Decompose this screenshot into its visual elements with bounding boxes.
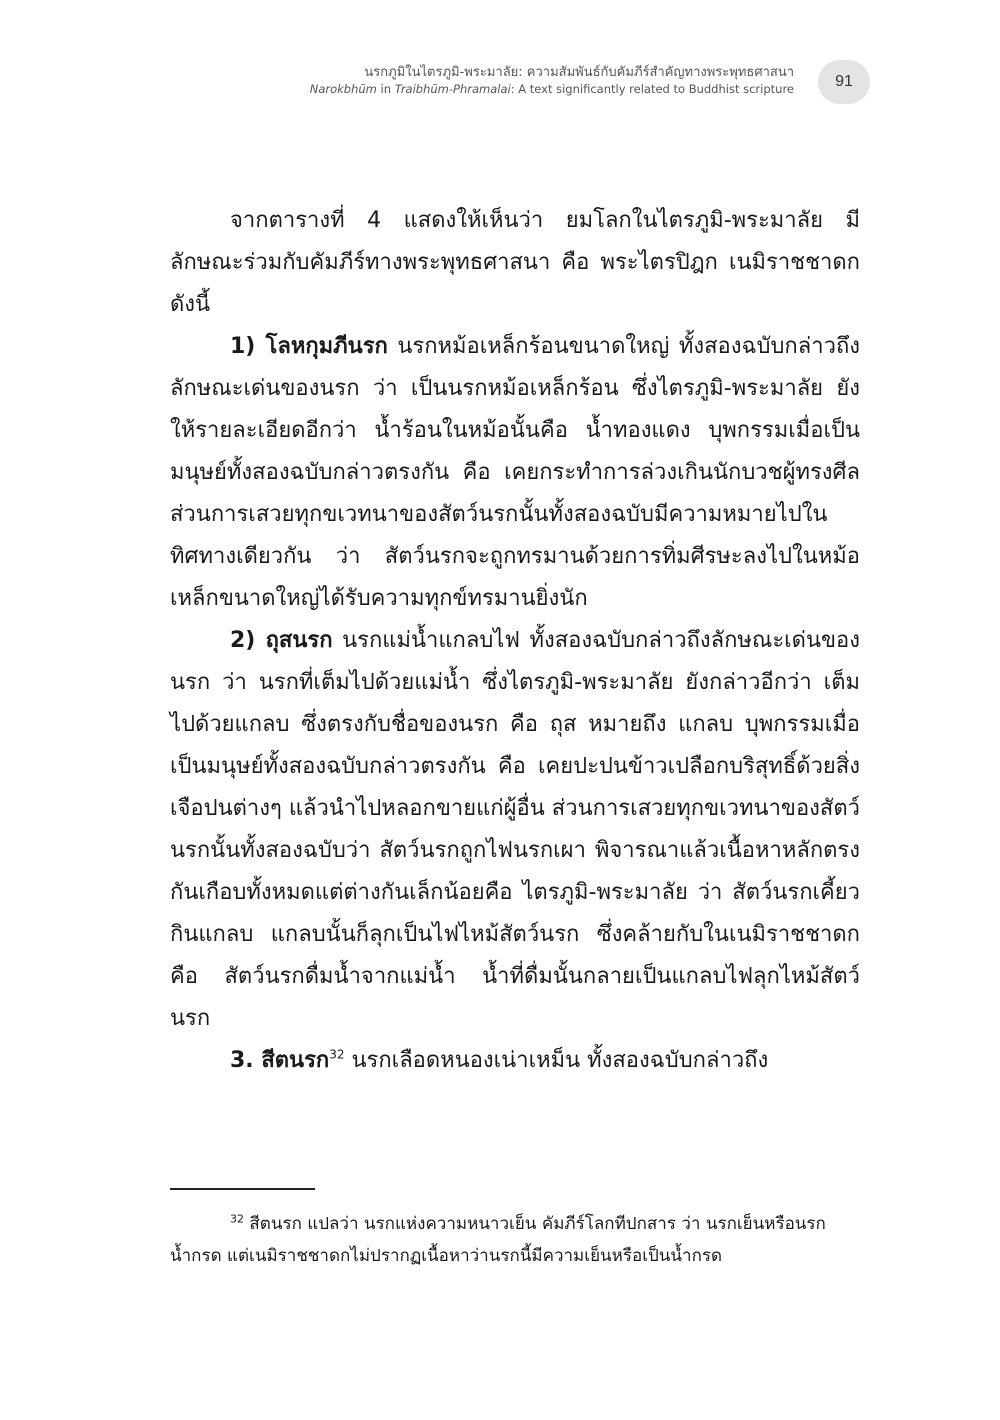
footnote-ref-32[interactable]: 32	[329, 1047, 345, 1062]
paragraph-2-heading: 1) โลหกุมภีนรก	[230, 334, 388, 359]
running-header	[154, 64, 794, 97]
paragraph-4-text: นรกเลือดหนองเน่าเหม็น ทั้งสองฉบับกล่าวถึง	[344, 1048, 769, 1073]
header-en-italic-1: Narokbhūm	[309, 82, 377, 96]
header-en-rest: : A text significantly related to Buddhist scripture	[510, 82, 794, 96]
page-number: 91	[818, 60, 870, 104]
footnote-body: สีตนรก แปลว่า นรกแห่งความหนาวเย็น คัมภีร์โลกทีปกสาร ว่า นรกเย็นหรือนรกน้ำกรด แต่เนมิราชชาดกไม่ปรากฏเนื้อหาว่านรกนี้มีความเย็นหรือเป็นน้ำกรด	[170, 1214, 826, 1266]
paragraph-4-heading: 3. สีตนรก	[230, 1048, 330, 1073]
header-en-italic-2: Traibhūm-Phramalai	[394, 82, 511, 96]
header-english-title	[154, 81, 794, 97]
paragraph-3-text: นรกแม่น้ำแกลบไฟ ทั้งสองฉบับกล่าวถึงลักษณะเด่นของนรก ว่า นรกที่เต็มไปด้วยแม่น้ำ ซึ่งไตรภูมิ-พระมาลัย ยังกล่าวอีกว่า เต็มไปด้วยแกลบ ซึ่งตรงกับชื่อของนรก คือ ถุส หมายถึง แกลบ บุพกรรมเมื่อเป็นมนุษย์ทั้งสองฉบับกล่าวตรงกัน คือ เคยปะปนข้าวเปลือกบริสุทธิ์ด้วยสิ่งเจือปนต่างๆ แล้วนำไปหลอกขายแก่ผู้อื่น ส่วนการเสวยทุกขเวทนาของสัตว์นรกนั้นทั้งสองฉบับว่า สัตว์นรกถูกไฟนรกเผา พิจารณาแล้วเนื้อหาหลักตรงกันเกือบทั้งหมดแต่ต่างกันเล็กน้อยคือ ไตรภูมิ-พระมาลัย ว่า สัตว์นรกเคี้ยวกินแกลบ แกลบนั้นก็ลุกเป็นไฟไหม้สัตว์นรก ซึ่งคล้ายกับในเนมิราชชาดก คือ สัตว์นรกดื่มน้ำจากแม่น้ำ น้ำที่ดื่มนั้นกลายเป็นแกลบไฟลุกไหม้สัตว์นรก	[170, 628, 860, 1031]
header-en-in: in	[376, 82, 395, 96]
main-text	[170, 200, 860, 1082]
paragraph-4	[170, 1040, 860, 1082]
paragraph-2	[170, 326, 860, 620]
paragraph-3-heading: 2) ถุสนรก	[230, 628, 333, 653]
paragraph-2-text: นรกหม้อเหล็กร้อนขนาดใหญ่ ทั้งสองฉบับกล่าวถึงลักษณะเด่นของนรก ว่า เป็นนรกหม้อเหล็กร้อน ซึ่งไตรภูมิ-พระมาลัย ยังให้รายละเอียดอีกว่า น้ำร้อนในหม้อนั้นคือ น้ำทองแดง บุพกรรมเมื่อเป็นมนุษย์ทั้งสองฉบับกล่าวตรงกัน คือ เคยกระทำการล่วงเกินนักบวชผู้ทรงศีล ส่วนการเสวยทุกขเวทนาของสัตว์นรกนั้นทั้งสองฉบับมีความหมายไปในทิศทางเดียวกัน ว่า สัตว์นรกจะถูกทรมานด้วยการทิ่มศีรษะลงไปในหม้อเหล็กขนาดใหญ่ได้รับความทุกข์ทรมานยิ่งนัก	[170, 334, 861, 611]
paragraph-1: จากตารางที่ 4 แสดงให้เห็นว่า ยมโลกในไตรภูมิ-พระมาลัย มีลักษณะร่วมกับคัมภีร์ทางพระพุทธศาสนา คือ พระไตรปิฎก เนมิราชชาดก ดังนี้	[170, 208, 860, 317]
footnote-number: 32	[230, 1212, 244, 1226]
footnote-text	[170, 1208, 860, 1272]
paragraph-3	[170, 620, 860, 1040]
footnote-divider	[170, 1188, 315, 1190]
header-thai-title: นรกภูมิในไตรภูมิ-พระมาลัย: ความสัมพันธ์กับคัมภีร์สำคัญทางพระพุทธศาสนา	[364, 65, 794, 80]
footnote-32	[170, 1208, 860, 1272]
